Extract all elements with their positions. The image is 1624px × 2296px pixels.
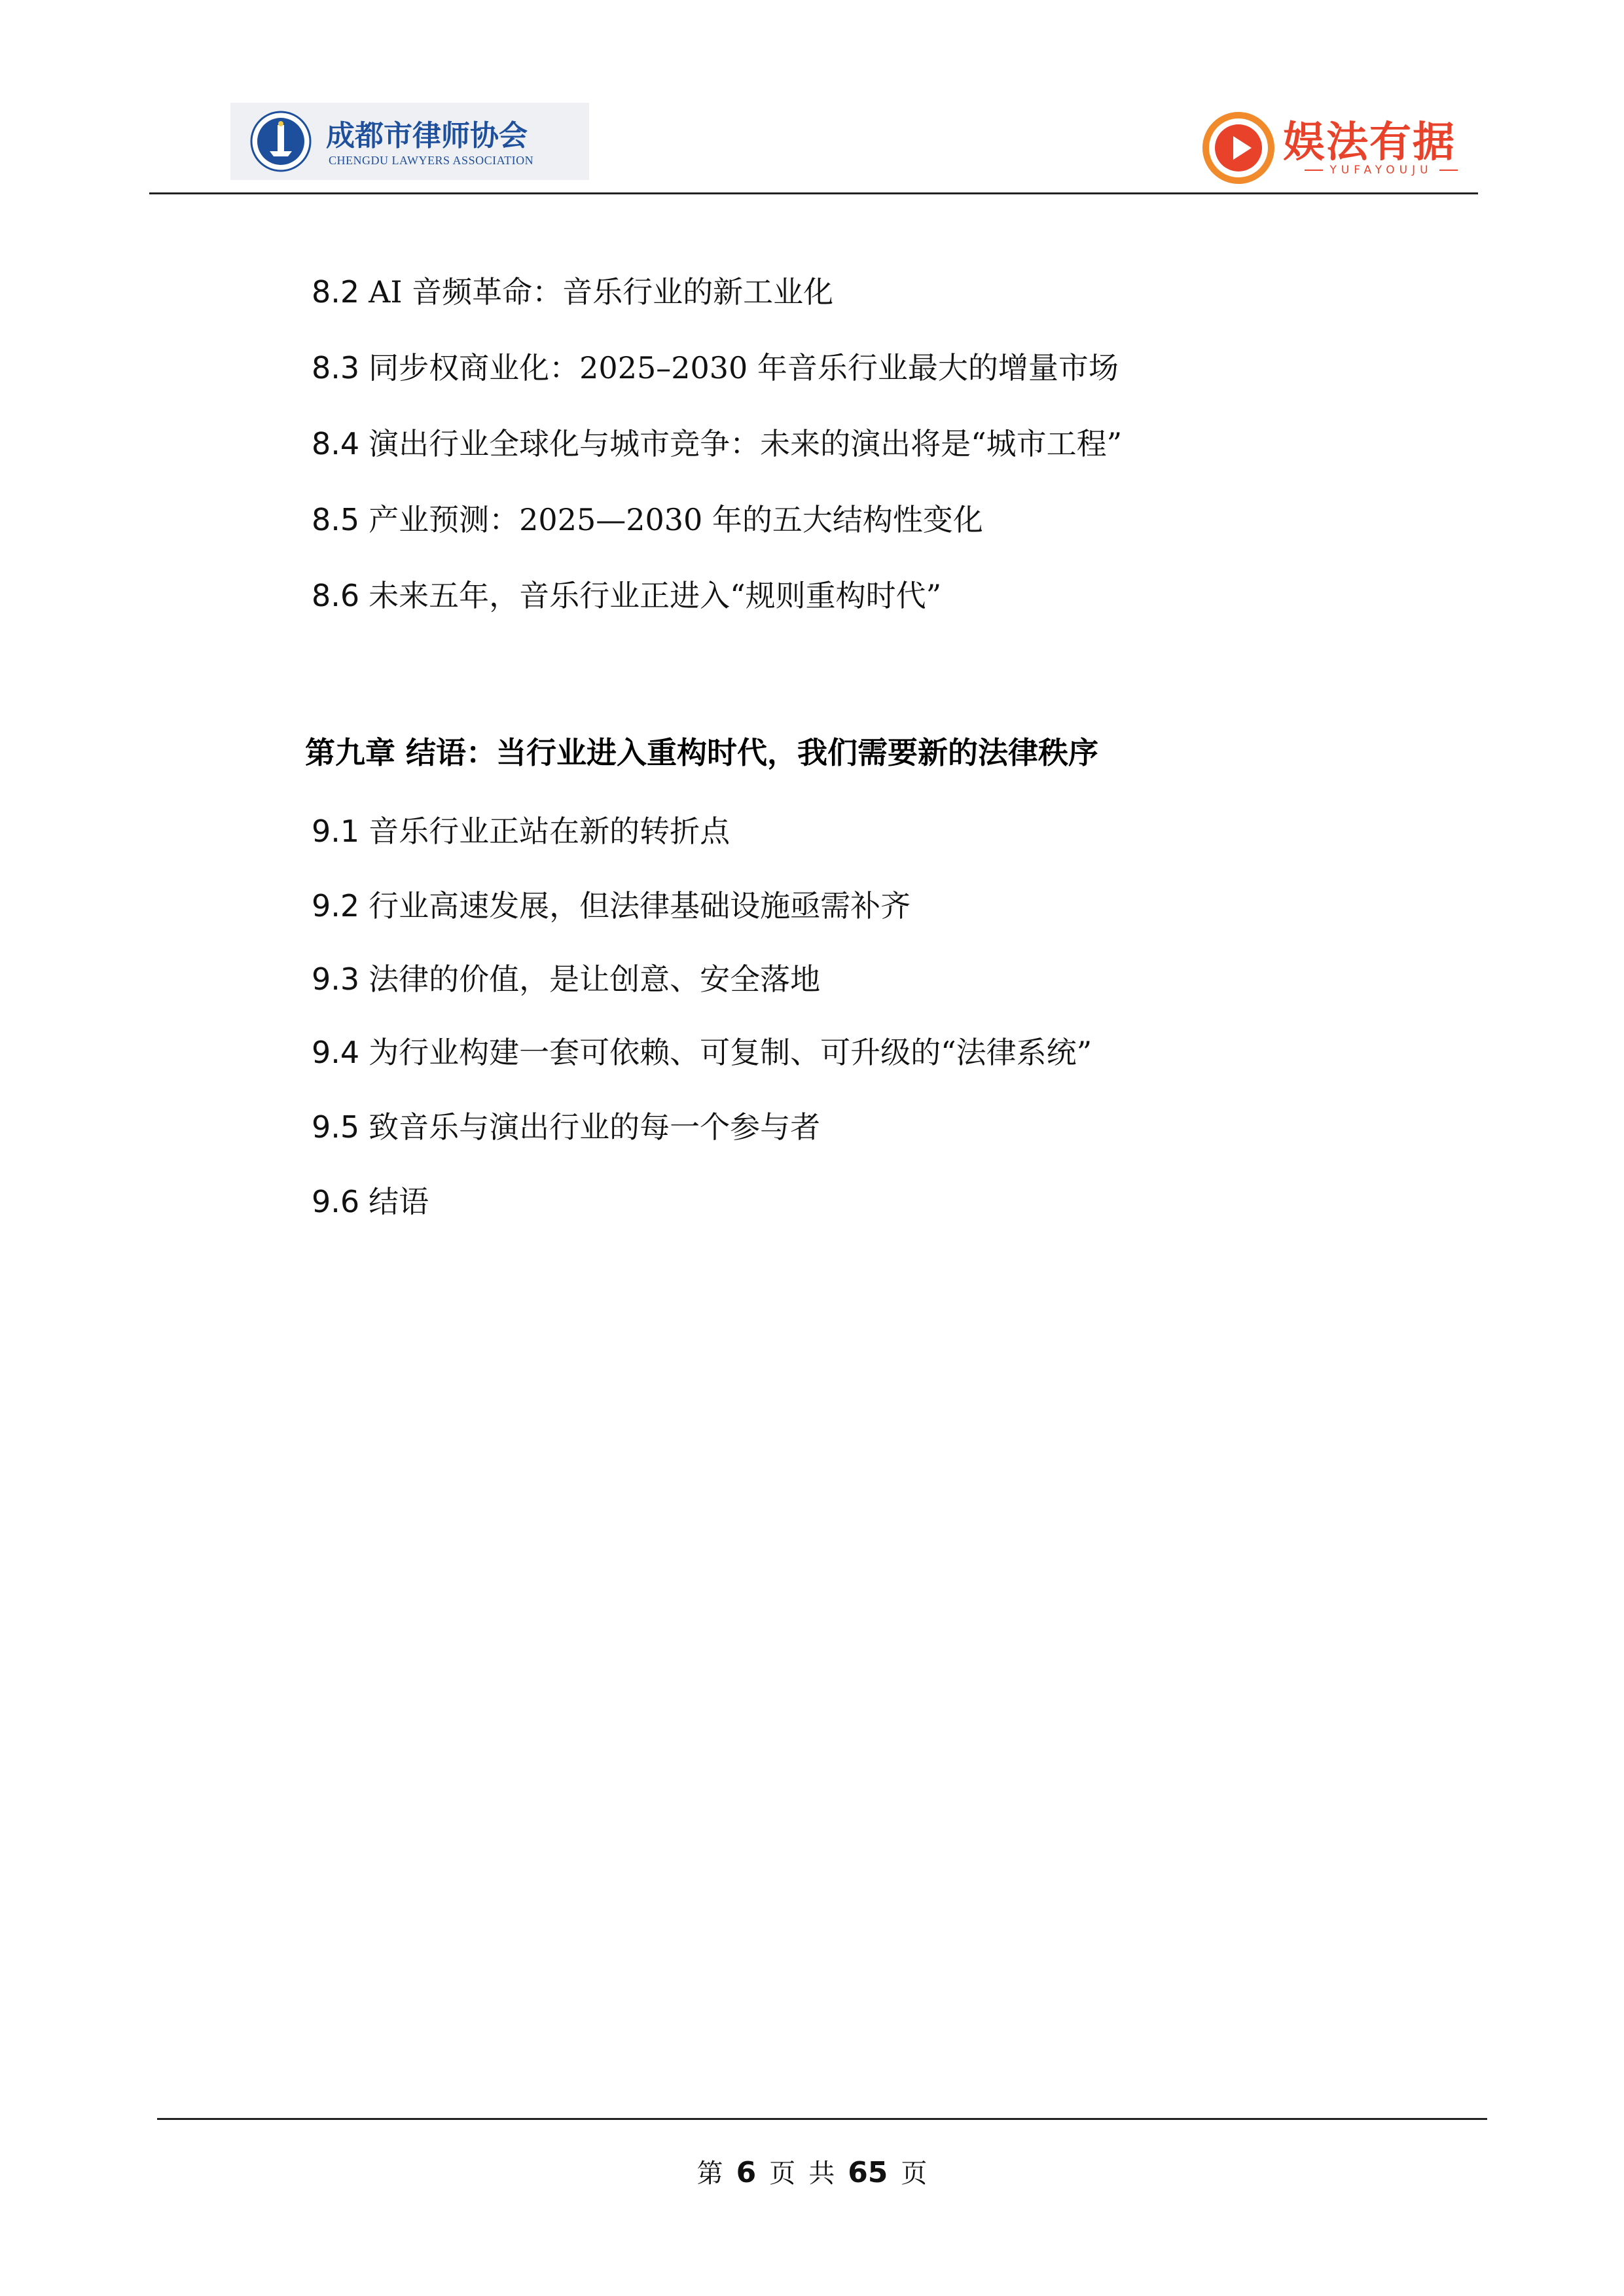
toc-entry-title: 产业预测：2025—2030 年的五大结构性变化 — [369, 502, 983, 537]
toc-entry-number: 8.2 — [312, 274, 360, 310]
toc-entry-number: 9.3 — [312, 961, 360, 997]
toc-entry-title: 致音乐与演出行业的每一个参与者 — [369, 1109, 821, 1145]
association-logo — [230, 103, 589, 180]
toc-entry-9-4[interactable] — [312, 1033, 1092, 1072]
association-name-english: CHENGDU LAWYERS ASSOCIATION — [329, 154, 534, 167]
association-emblem-icon — [250, 111, 312, 172]
toc-entry-8-5[interactable] — [312, 500, 983, 539]
toc-entry-number: 9.4 — [312, 1035, 360, 1070]
total-page-count: 65 — [848, 2156, 888, 2189]
toc-entry-number: 9.2 — [312, 888, 360, 924]
toc-entry-9-6[interactable] — [312, 1182, 429, 1221]
brand-name-english: YUFAYOUJU — [1283, 164, 1479, 177]
footer-suffix: 页 — [901, 2159, 928, 2189]
toc-entry-9-1[interactable] — [312, 812, 730, 851]
toc-entry-8-3[interactable] — [312, 348, 1119, 387]
footer-divider — [157, 2118, 1487, 2120]
header-divider — [149, 192, 1478, 194]
toc-entry-number: 9.6 — [312, 1184, 360, 1219]
footer-page-word: 页 — [769, 2159, 796, 2189]
toc-entry-number: 8.5 — [312, 502, 360, 537]
toc-entry-title: 音乐行业正站在新的转折点 — [369, 814, 731, 849]
toc-entry-8-4[interactable] — [312, 424, 1122, 463]
toc-entry-title: 法律的价值，是让创意、安全落地 — [369, 961, 821, 997]
chapter-heading[interactable]: 第九章 结语：当行业进入重构时代，我们需要新的法律秩序 — [305, 735, 1099, 770]
toc-entry-number: 9.5 — [312, 1109, 360, 1145]
toc-entry-9-5[interactable] — [312, 1107, 820, 1147]
toc-entry-number: 8.3 — [312, 350, 360, 386]
toc-entry-9-2[interactable] — [312, 886, 911, 925]
toc-entry-title: AI 音频革命：音乐行业的新工业化 — [369, 274, 834, 310]
toc-entry-number: 9.1 — [312, 814, 360, 849]
association-name: 成都市律师协会 — [326, 119, 528, 152]
footer-prefix: 第 — [696, 2159, 723, 2189]
toc-entry-number: 8.6 — [312, 578, 360, 613]
toc-entry-9-3[interactable] — [312, 960, 820, 999]
toc-entry-number: 8.4 — [312, 426, 360, 461]
current-page-number: 6 — [736, 2156, 757, 2189]
page-number-footer — [0, 2155, 1624, 2192]
toc-entry-title: 未来五年，音乐行业正进入“规则重构时代” — [369, 578, 942, 613]
toc-entry-title: 结语 — [369, 1184, 429, 1219]
brand-name: 娱法有据 — [1283, 118, 1456, 167]
toc-entry-8-6[interactable] — [312, 576, 941, 615]
toc-entry-title: 演出行业全球化与城市竞争：未来的演出将是“城市工程” — [369, 426, 1123, 461]
toc-entry-title: 行业高速发展，但法律基础设施亟需补齐 — [369, 888, 911, 924]
footer-total-word: 共 — [808, 2159, 835, 2189]
brand-logo — [1202, 109, 1490, 187]
toc-entry-8-2[interactable] — [312, 272, 833, 312]
play-disc-icon — [1202, 111, 1275, 185]
toc-entry-title: 为行业构建一套可依赖、可复制、可升级的“法律系统” — [369, 1035, 1092, 1070]
toc-entry-title: 同步权商业化：2025–2030 年音乐行业最大的增量市场 — [369, 350, 1119, 386]
